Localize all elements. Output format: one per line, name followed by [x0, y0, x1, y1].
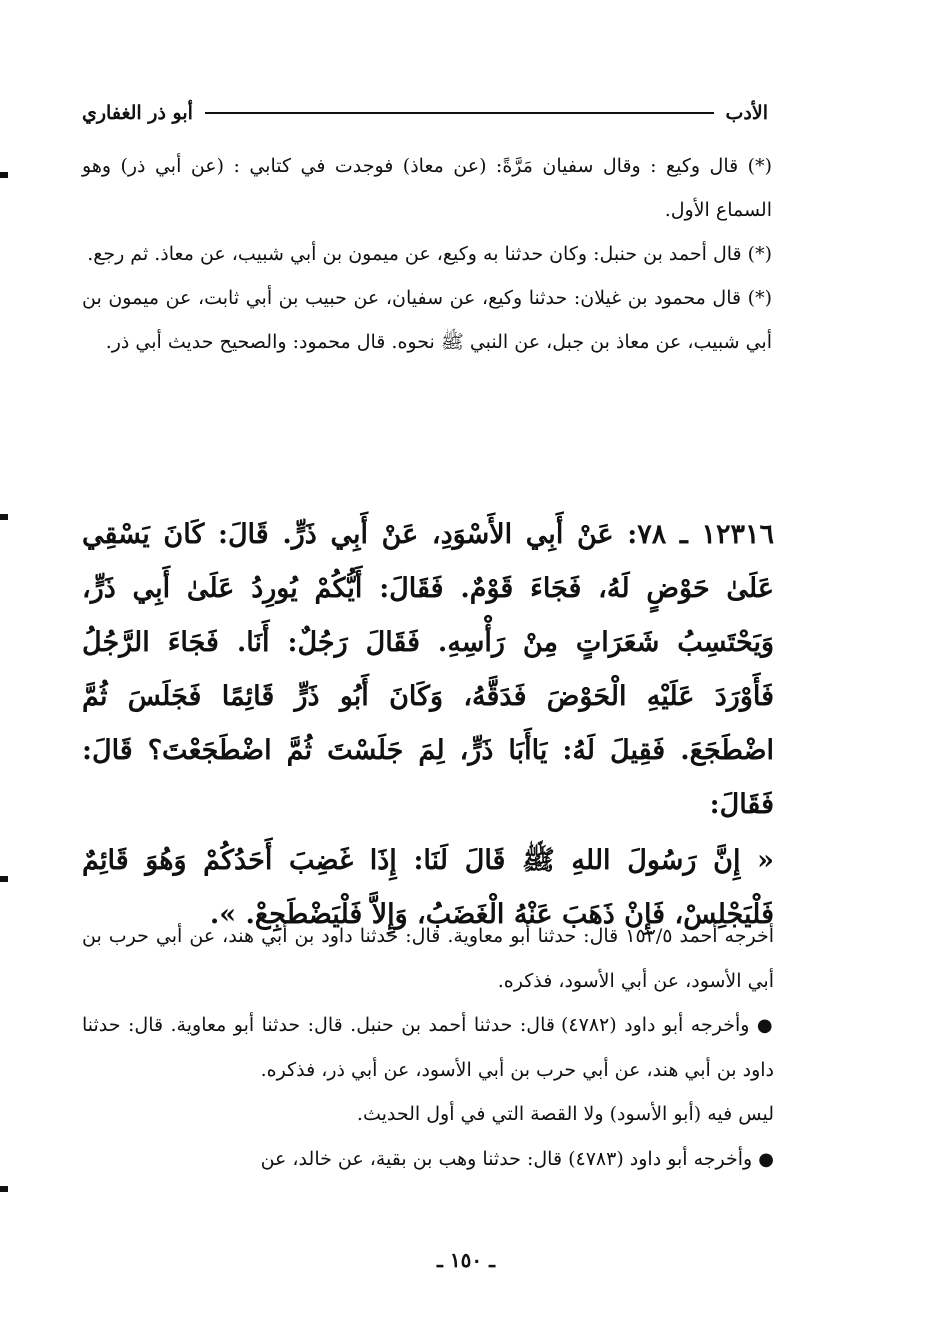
scan-edge-mark [0, 514, 8, 520]
hadith-quote: « إِنَّ رَسُولَ اللهِ ﷺ قَالَ لَنَا: إِذَا غَضِبَ أَحَدُكُمْ وَهُوَ قَائِمٌ فَلْيَجْلِسْ، فَإِنْ ذَهَبَ عَنْهُ الْغَضَبُ، وَإِلاَّ فَلْيَضْطَجِعْ. ». [82, 845, 774, 930]
companion-name: أبو ذر الغفاري [82, 102, 193, 124]
footnotes-block [82, 144, 772, 364]
scan-edge-mark [0, 876, 8, 882]
page-number: ـ ١٥٠ ـ [437, 1248, 495, 1272]
scan-edge-mark [0, 172, 8, 178]
note-mahmud: (*) قال محمود بن غيلان: حدثنا وكيع، عن سفيان، عن حبيب بن أبي ثابت، عن ميمون بن أبي شبيب، عن معاذ بن جبل، عن النبي ﷺ نحوه. قال محمود: والصحيح حديث أبي ذر. [82, 287, 772, 353]
takhrij-text: وأخرجه أبو داود (٤٧٨٣) قال: حدثنا وهب بن بقية، عن خالد، عن [260, 1148, 753, 1170]
takhrij-ahmad [82, 914, 774, 1003]
takhrij-abudawud-2 [82, 1137, 774, 1182]
takhrij-abudawud-1 [82, 1003, 774, 1092]
takhrij-text: وأخرجه أبو داود (٤٧٨٢) قال: حدثنا أحمد بن حنبل. قال: حدثنا أبو معاوية. قال: حدثنا داود بن أبي هند، عن أبي حرب بن أبي الأسود، عن أبي ذر، فذكره. [82, 1014, 774, 1081]
note-waki: (*) قال وكيع : وقال سفيان مَرَّةً: (عن معاذ) فوجدت في كتابي : (عن أبي ذر) وهو السماع الأول. [82, 155, 772, 221]
bullet-icon: ● [758, 1149, 774, 1170]
header-rule [205, 112, 714, 114]
section-title: الأدب [725, 102, 768, 124]
takhrij-text: ليس فيه (أبو الأسود) ولا القصة التي في أول الحديث. [356, 1103, 774, 1125]
hadith-block [82, 508, 774, 944]
scan-edge-mark [0, 1186, 8, 1192]
takhrij-block [82, 914, 774, 1182]
takhrij-text: أخرجه أحمد ١٥٢/٥ قال: حدثنا أبو معاوية. قال: حدثنا داود بن أبي هند، عن أبي حرب بن أبي الأسود، عن أبي الأسود، فذكره. [82, 925, 774, 992]
takhrij-remark [82, 1092, 774, 1137]
note-ahmad: (*) قال أحمد بن حنبل: وكان حدثنا به وكيع، عن ميمون بن أبي شبيب، عن معاذ. ثم رجع. [87, 243, 772, 265]
hadith-text: ١٢٣١٦ ـ ٧٨: عَنْ أَبِي الأَسْوَدِ، عَنْ أَبِي ذَرٍّ. قَالَ: كَانَ يَسْقِي عَلَىٰ حَوْضٍ لَهُ، فَجَاءَ قَوْمٌ. فَقَالَ: أَيُّكُمْ يُورِدُ عَلَىٰ أَبِي ذَرٍّ، وَيَحْتَسِبُ شَعَرَاتٍ مِنْ رَأْسِهِ. فَقَالَ رَجُلٌ: أَنَا. فَجَاءَ الرَّجُلُ فَأَوْرَدَ عَلَيْهِ الْحَوْضَ فَدَقَّهُ، وَكَانَ أَبُو ذَرٍّ قَائِمًا فَجَلَسَ ثُمَّ اضْطَجَعَ. فَقِيلَ لَهُ: يَاأَبَا ذَرٍّ، لِمَ جَلَسْتَ ثُمَّ اضْطَجَعْتَ؟ قَالَ: فَقَالَ: [82, 519, 774, 820]
bullet-icon: ● [756, 1015, 774, 1036]
running-header [82, 96, 768, 130]
